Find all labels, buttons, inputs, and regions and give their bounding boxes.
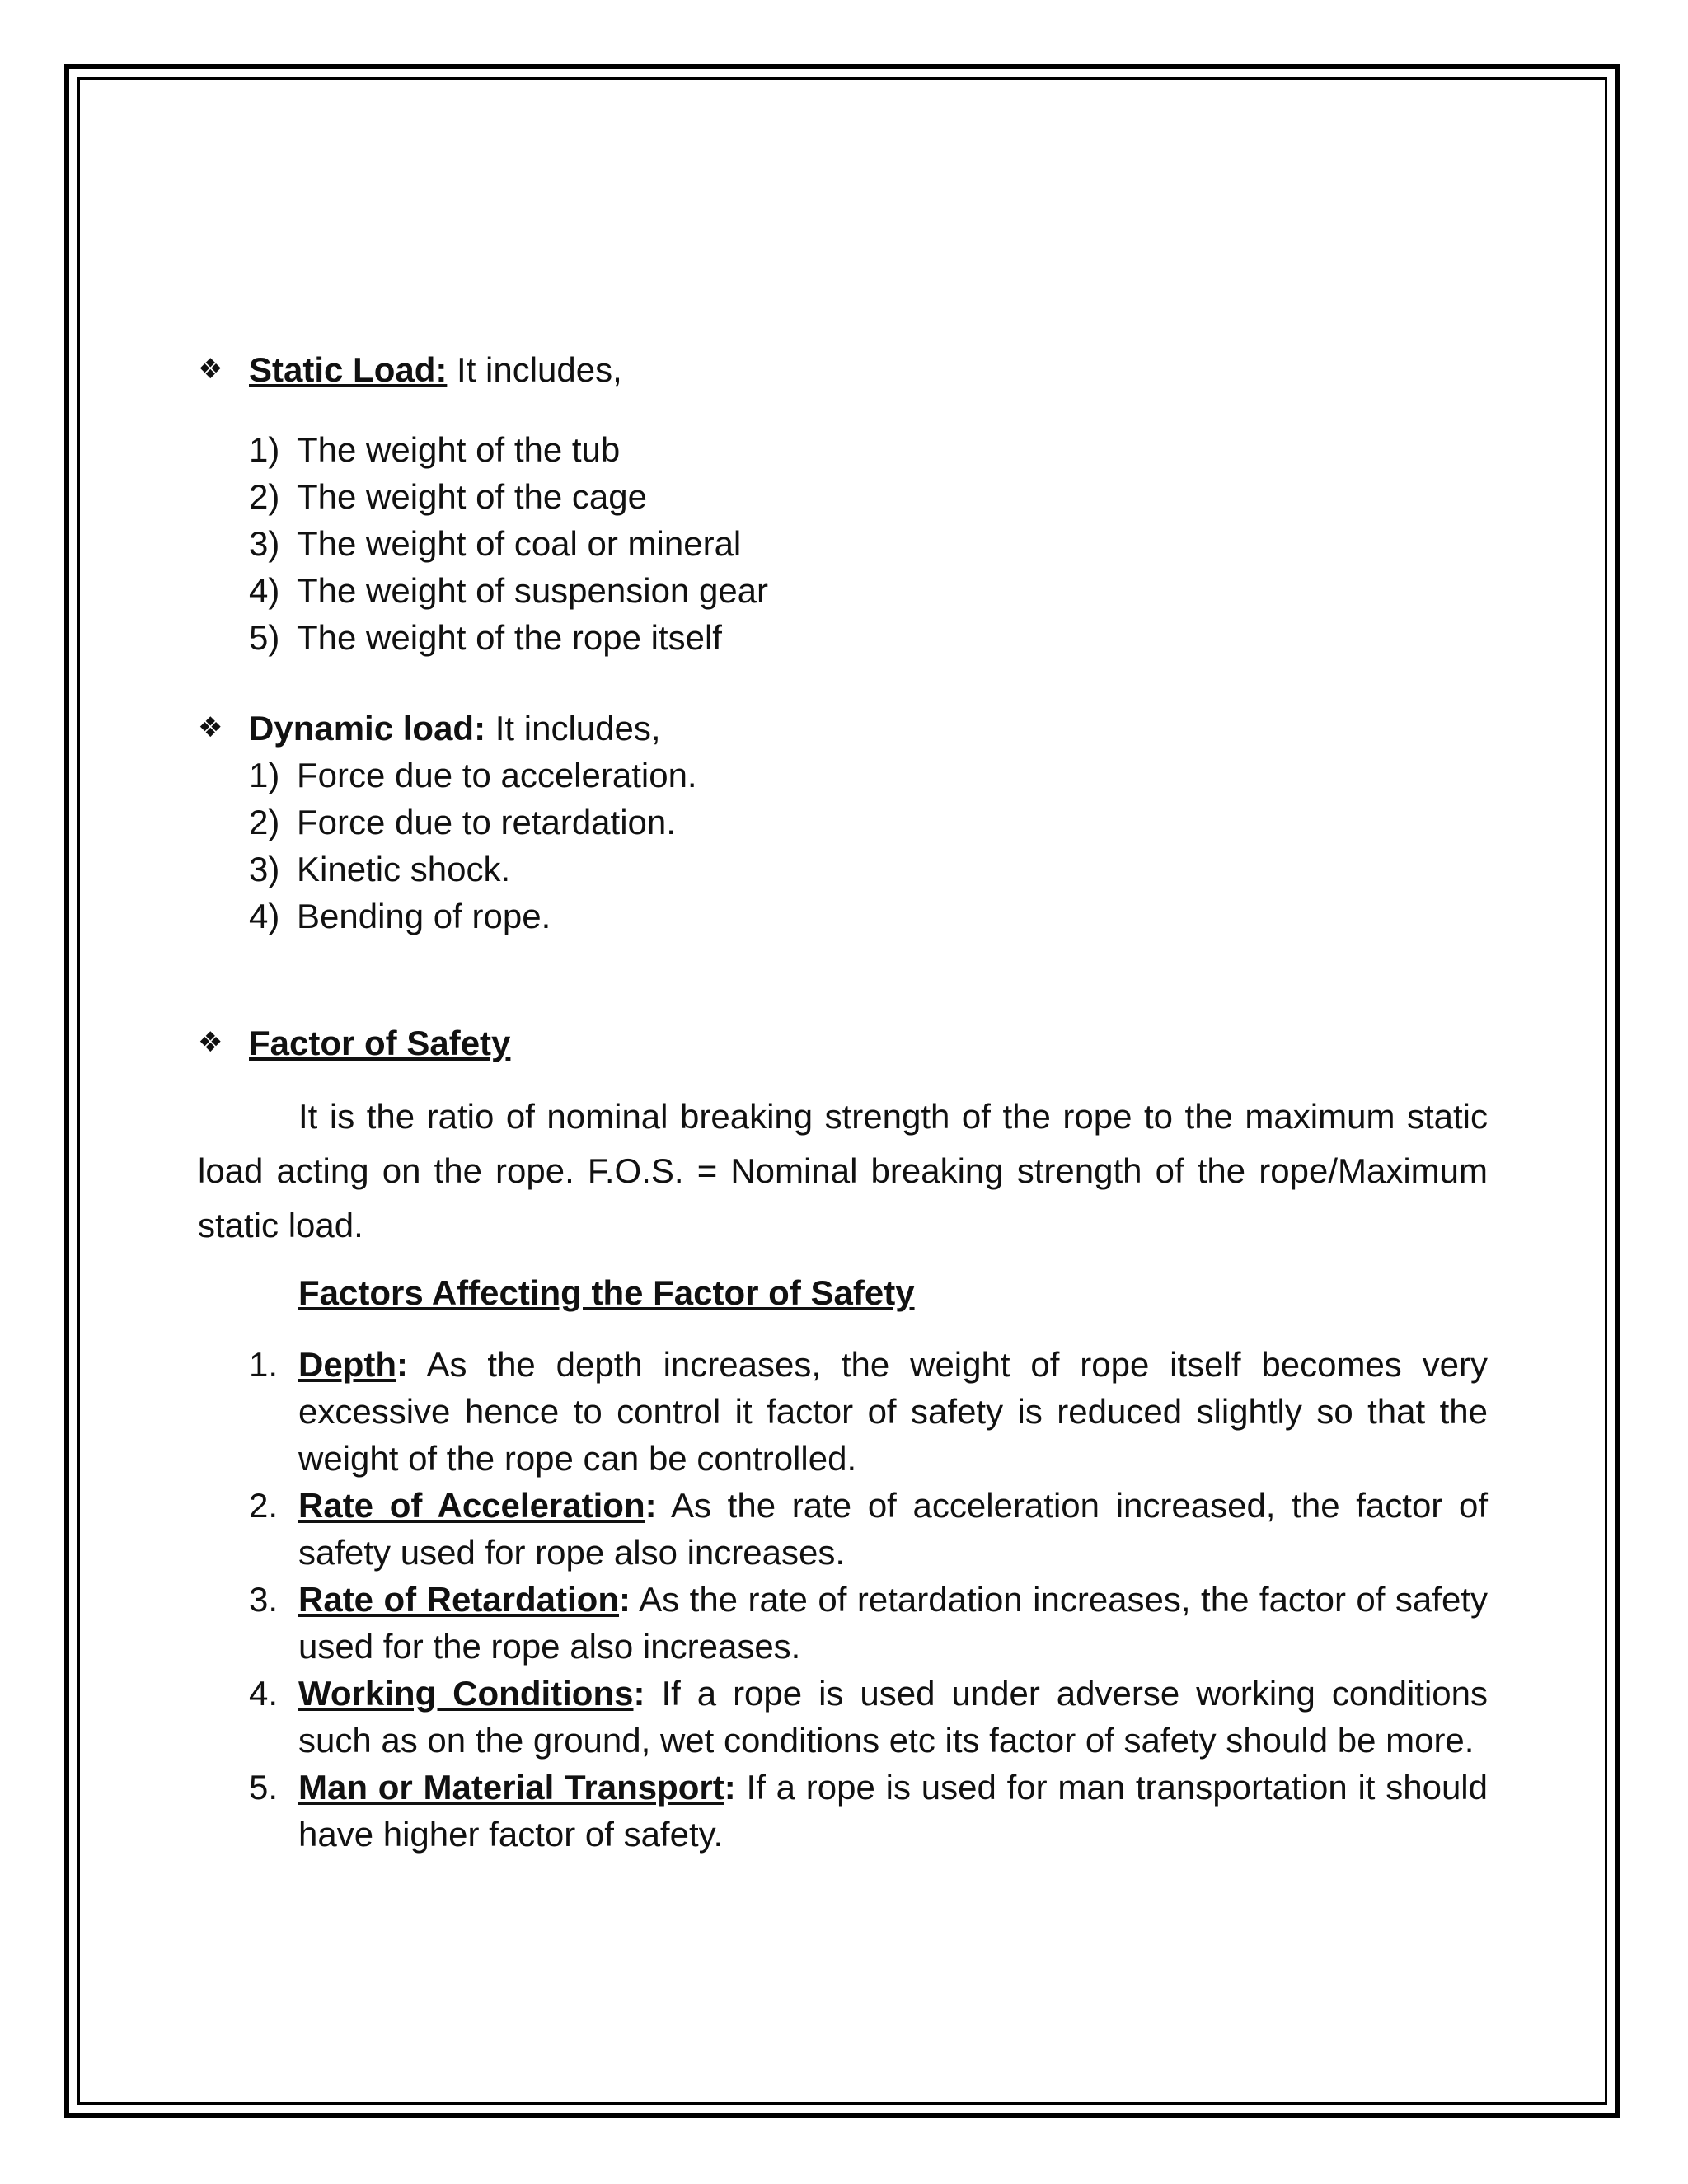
static-load-intro: It includes, [447, 350, 622, 389]
list-item: 4) Bending of rope. [249, 897, 551, 935]
list-item: 5. Man or Material Transport: If a rope is used for man transportation it should have higher factor of safety. [249, 1768, 1489, 1854]
dynamic-load-title: Dynamic load: [249, 709, 486, 748]
dynamic-load-heading [198, 705, 1488, 752]
diamond-bullet-icon: ❖ [198, 353, 223, 386]
factor-of-safety-paragraph: It is the ratio of nominal breaking strength of the rope to the maximum static load acting on the rope. F.O.S. = Nominal breaking strength of the rope/Maximum static load. [198, 1097, 1488, 1244]
static-load-list [198, 426, 1488, 661]
list-item: 4) The weight of suspension gear [249, 571, 769, 610]
list-item: 2) The weight of the cage [249, 477, 647, 516]
list-item: 4. Working Conditions: If a rope is used under adverse working conditions such as on the ground, wet conditions etc its factor of safety should be more. [249, 1674, 1488, 1760]
static-load-heading [198, 346, 1488, 393]
list-item: 5) The weight of the rope itself [249, 618, 722, 657]
factor-of-safety-heading [198, 1019, 1488, 1066]
static-load-title: Static Load: [249, 350, 448, 389]
dynamic-load-intro: It includes, [485, 709, 661, 748]
dynamic-load-list [198, 752, 1488, 940]
document-body [198, 346, 1488, 1858]
factors-subheading: Factors Affecting the Factor of Safety [298, 1273, 915, 1312]
list-item: 1. Depth: As the depth increases, the weight of rope itself becomes very excessive hence to control it factor of safety is reduced slightly so that the weight of the rope can be controlled. [249, 1345, 1488, 1478]
list-item: 1) Force due to acceleration. [249, 756, 697, 794]
diamond-bullet-icon: ❖ [198, 1026, 223, 1059]
factors-list [198, 1341, 1488, 1858]
list-item: 3) The weight of coal or mineral [249, 524, 742, 563]
list-item: 1) The weight of the tub [249, 430, 621, 469]
factor-of-safety-title: Factor of Safety [249, 1024, 511, 1062]
list-item: 3) Kinetic shock. [249, 850, 511, 888]
list-item: 2. Rate of Acceleration: As the rate of acceleration increased, the factor of safety used for rope also increases. [249, 1486, 1489, 1572]
list-item: 3. Rate of Retardation: As the rate of retardation increases, the factor of safety used for the rope also increases. [249, 1580, 1488, 1666]
diamond-bullet-icon: ❖ [198, 711, 223, 744]
list-item: 2) Force due to retardation. [249, 803, 676, 841]
